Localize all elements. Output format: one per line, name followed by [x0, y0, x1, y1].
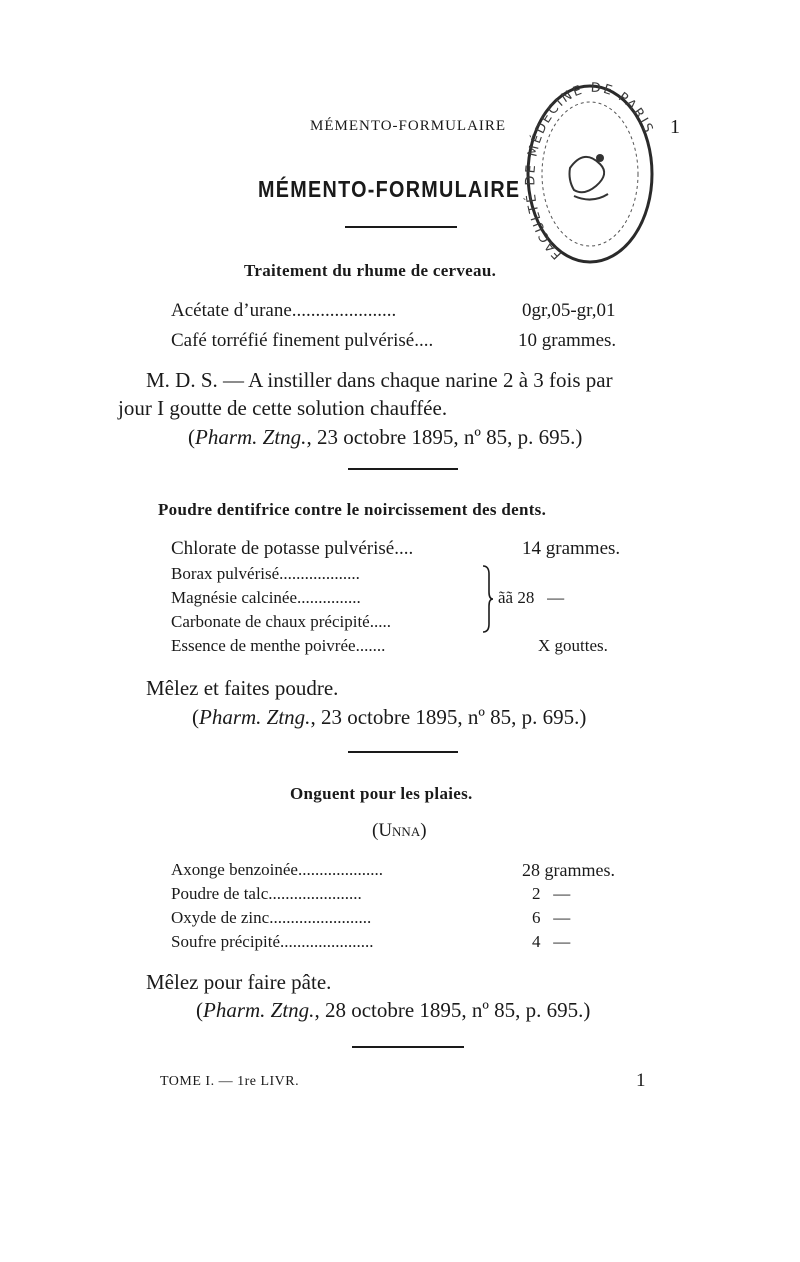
section-divider	[348, 751, 458, 753]
library-stamp-icon	[522, 78, 658, 276]
ingredient-name: Acétate d’urane	[171, 300, 292, 321]
ingredient-row	[171, 564, 360, 584]
reference-journal: Pharm. Ztng.	[195, 425, 307, 449]
reference-citation: (Pharm. Ztng., 28 octobre 1895, nº 85, p. 695.)	[196, 998, 591, 1022]
ingredient-name: Carbonate de chaux précipité	[171, 612, 370, 631]
footer-page-number: 1	[636, 1070, 646, 1091]
section-heading-onguent: Onguent pour les plaies.	[290, 784, 473, 803]
ingredient-row	[171, 300, 396, 322]
leader-dots: .......	[355, 636, 386, 655]
leader-dots: ....................	[297, 860, 383, 879]
reference-details: , 28 octobre 1895, nº 85, p. 695.)	[314, 998, 591, 1022]
section-divider	[348, 468, 458, 470]
ingredient-quantity: 6 —	[532, 908, 571, 927]
ingredient-name: Oxyde de zinc	[171, 908, 270, 927]
running-head: MÉMENTO-FORMULAIRE	[310, 118, 507, 134]
instruction-text: M. D. S. — A instiller dans chaque narine 2 à 3 fois par	[146, 368, 613, 392]
ingredient-name: Café torréfié finement pulvérisé	[171, 330, 415, 351]
ingredient-quantity: 2 —	[532, 884, 571, 903]
instruction-text: Mêlez et faites poudre.	[146, 676, 339, 700]
ingredient-quantity: ãã 28 —	[498, 588, 565, 607]
leader-dots: ...................	[279, 564, 360, 583]
ingredient-row	[171, 932, 374, 952]
author-name: (Unna)	[372, 820, 427, 841]
ingredient-row	[171, 330, 433, 352]
leader-dots: ....	[414, 330, 434, 351]
title-rule	[345, 226, 457, 228]
ingredient-quantity: 14 grammes.	[522, 538, 621, 559]
leader-dots: ......................	[280, 932, 374, 951]
reference-details: , 23 octobre 1895, nº 85, p. 695.)	[310, 705, 587, 729]
ingredient-quantity: 0gr,05-gr,01	[522, 300, 616, 321]
page-title: MÉMENTO-FORMULAIRE	[258, 176, 521, 202]
ingredient-row	[171, 538, 413, 560]
ingredient-name: Chlorate de potasse pulvérisé	[171, 538, 395, 559]
ingredient-name: Essence de menthe poivrée	[171, 636, 356, 655]
section-heading-poudre: Poudre dentifrice contre le noircissement des dents.	[158, 500, 547, 519]
ingredient-row	[171, 636, 385, 656]
ingredient-name: Borax pulvérisé	[171, 564, 280, 583]
reference-citation: (Pharm. Ztng., 23 octobre 1895, nº 85, p. 695.)	[188, 425, 583, 449]
ingredient-row	[171, 612, 391, 632]
section-divider	[352, 1046, 464, 1048]
ingredient-quantity: 28 grammes.	[522, 860, 615, 880]
leader-dots: ......................	[268, 884, 362, 903]
leader-dots: ...............	[297, 588, 361, 607]
ingredient-row	[171, 860, 383, 880]
ingredient-name: Soufre précipité	[171, 932, 281, 951]
ingredient-name: Poudre de talc	[171, 884, 269, 903]
ingredient-row	[171, 884, 362, 904]
section-heading-rhume: Traitement du rhume de cerveau.	[244, 261, 497, 280]
page-number: 1	[670, 116, 680, 138]
ingredient-name: Axonge benzoinée	[171, 860, 298, 879]
ingredient-row	[171, 908, 371, 928]
instruction-text: Mêlez pour faire pâte.	[146, 970, 332, 994]
stamp-text: FACULTÉ DE MÉDECINE DE PARIS	[523, 80, 657, 262]
brace-icon	[480, 564, 494, 634]
leader-dots: ........................	[269, 908, 372, 927]
instruction-text: jour I goutte de cette solution chauffée.	[118, 396, 448, 420]
reference-journal: Pharm. Ztng.	[199, 705, 311, 729]
leader-dots: .....	[369, 612, 391, 631]
reference-details: , 23 octobre 1895, nº 85, p. 695.)	[306, 425, 583, 449]
ingredient-quantity: 4 —	[532, 932, 571, 951]
reference-journal: Pharm. Ztng.	[203, 998, 315, 1022]
ingredient-quantity: 10 grammes.	[518, 330, 617, 351]
ingredient-name: Magnésie calcinée	[171, 588, 298, 607]
leader-dots: ....	[394, 538, 414, 559]
ingredient-row	[171, 588, 361, 608]
reference-citation: (Pharm. Ztng., 23 octobre 1895, nº 85, p. 695.)	[192, 705, 587, 729]
ingredient-quantity: X gouttes.	[538, 636, 608, 655]
footer-signature: TOME I. — 1re LIVR.	[160, 1074, 300, 1089]
leader-dots: ......................	[291, 300, 397, 321]
